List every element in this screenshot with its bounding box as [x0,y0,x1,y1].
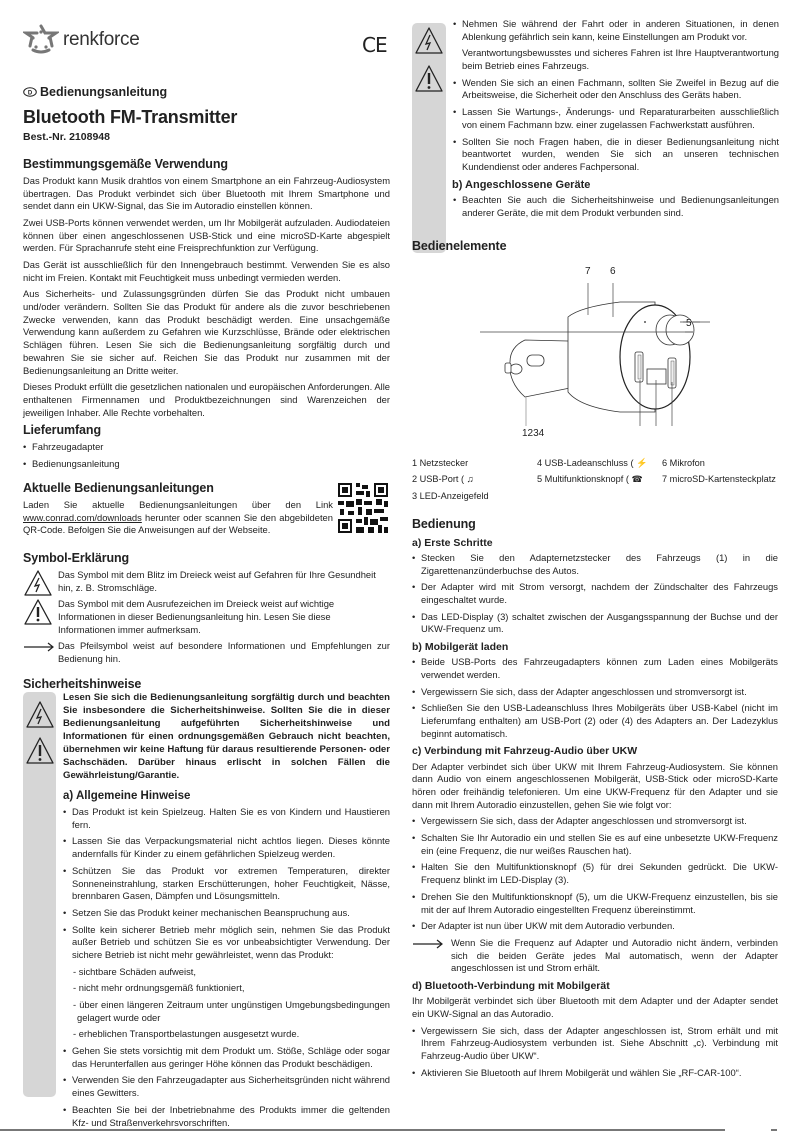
sub-item: - erheblichen Transportbelastungen ausgesetzt wurde. [73,1028,300,1040]
list-item: • Schützen Sie das Produkt vor extremen Temperaturen, direkter Sonneneinstrahlung, starken Erschütterungen, hoher Feuchtigkeit, Nässe, brennbaren Gasen, Dämpfen und Lösungsmitteln. [63,865,390,903]
section-usage [23,156,390,423]
fm-transmitter-diagram [480,262,710,442]
subsection-title: b) Mobilgerät laden [412,641,509,654]
doc-type: D Bedienungsanleitung [23,84,390,101]
list-item: • Schließen Sie den USB-Ladeanschluss Ihres Mobilgeräts über USB-Kabel (nicht im Lieferumfang enthalten) am USB-Port (2) oder (4) des Adapters an. Der Ladezyklus beginnt automatisch. [412,702,778,740]
list-item: • Sollten Sie noch Fragen haben, die in dieser Bedienungsanleitung nicht beantwortet wurden, wenden Sie sich an unseren technischen Kundendienst oder anderes Fachpersonal. [453,136,779,174]
section-scope [23,422,390,474]
list-item: • Wenden Sie sich an einen Fachmann, sollten Sie Zweifel in Bezug auf die Arbeitsweise, die Sicherheit oder den Anschluss des Geräts haben. [453,77,779,102]
list-item: • Der Adapter wird mit Strom versorgt, nachdem der Zündschalter des Fahrzeugs eingeschaltet wurde. [412,581,778,606]
section-title: Bestimmungsgemäße Verwendung [23,157,228,171]
list-item: • Lassen Sie Wartungs-, Änderungs- und Reparaturarbeiten ausschließlich von einem Fachmann bzw. einer zugelassen Fachwerkstatt ausführen. [453,106,779,131]
legend-item: 5 Multifunktionsknopf ( ☎ [537,474,643,485]
paragraph: Ihr Mobilgerät verbindet sich über Bluetooth mit dem Adapter und der Adapter sendet ein UKW-Signal an das Autoradio. [412,995,778,1019]
paragraph: Zwei USB-Ports können verwendet werden, um Ihr Mobilgerät aufzuladen. Audiodateien können über einen angeschlossenen USB-Stick und eine microSD-Karte abgespielt werden. Für Sprachanrufe steht eine Freisprechfunktion zur Verfügung. [23,216,390,254]
lightning-warning-icon [23,569,53,597]
section-title: Lieferumfang [23,423,101,437]
safety-content [63,692,390,1133]
lightning-warning-icon [414,26,444,56]
section-title: Sicherheitshinweise [23,677,142,691]
legend-item: 1 Netzstecker [412,458,469,468]
callout-6: 6 [610,266,616,277]
list-item: • Lassen Sie das Verpackungsmaterial nicht achtlos liegen. Dieses könnte andernfalls für Kinder zu einem gefährlichen Spielzeug werden. [63,835,390,860]
section-title: Symbol-Erklärung [23,551,130,565]
list-item: • Das LED-Display (3) schaltet zwischen der Ausgangsspannung der Buchse und der UKW-Frequenz um. [412,611,778,636]
subsection-title: a) Erste Schritte [412,536,493,549]
safety-sidebar-right [412,23,446,253]
product-title: Bluetooth FM-Transmitter [23,106,238,127]
controls-legend [412,457,778,502]
list-item: • Schalten Sie Ihr Autoradio ein und stellen Sie es auf eine unbesetzte UKW-Frequenz ein (eine Frequenz, die nur weißes Rauschen hat). [412,832,778,857]
safety-continued [453,18,779,224]
paragraph: Der Adapter verbindet sich über UKW mit Ihrem Fahrzeug-Audiosystem. Sie können dann Audio von einem angeschlossenen Mobilgerät, USB-Stick oder microSD-Karte hören oder freihändig telefonieren. Um eine UKW-Frequenz für den Adapter und sie dann mit Ihrem Autoradio einzustellen, gehen Sie wie folgt vor: [412,760,778,810]
exclamation-warning-icon [414,64,444,94]
section-title: Bedienelemente [412,239,507,253]
order-number: Best.-Nr. 2108948 [23,131,110,144]
list-item: • Beachten Sie auch die Sicherheitshinweise und Bedienungsanleitungen anderer Geräte, die mit dem Produkt verbunden sind. [453,194,779,219]
lightning-warning-icon [25,700,55,730]
legend-item: 6 Mikrofon [662,458,705,468]
subsection-title: d) Bluetooth-Verbindung mit Mobilgerät [412,979,610,992]
list-item: • Vergewissern Sie sich, dass der Adapter angeschlossen und stromversorgt ist. [412,815,778,828]
svg-text:D: D [27,90,33,97]
arrow-right-icon [23,642,55,652]
sub-item: - über einen längeren Zeitraum unter ungünstigen Umgebungsbedingungen gelagert wurde oder [73,999,390,1023]
note-row: Wenn Sie die Frequenz auf Adapter und Autoradio nicht ändern, verbinden sich die beiden Geräte jedes Mal automatisch, wenn der Adapter angeschlossen ist und Strom erhält. [412,937,778,975]
exclamation-warning-icon [23,598,53,626]
list-item: • Nehmen Sie während der Fahrt oder in anderen Situationen, in denen Ablenkung gefährlich sein kann, keine Einstellungen am Produkt vor. Verantwortungsbewusstes und sicheres Fahren ist Ihre Hauptverantwortung beim Betrieb eines Fahrzeugs. [453,18,779,73]
section-controls [412,238,778,257]
section-symbols [23,550,390,670]
paragraph: Das Produkt kann Musik drahtlos von einem Smartphone an ein Fahrzeug-Audiosystem übertragen. Das Produkt verbindet sich über Bluetooth mit Ihrem Smartphone und sendet dann ein UKW-Signal, das Sie im Autoradio einstellen können. [23,174,390,212]
paragraph: Laden Sie aktuelle Bedienungsanleitungen über den Link www.conrad.com/downloads herunter oder scannen Sie den abgebildeten QR-Code. Befolgen Sie die Anweisungen auf der Webseite. [23,498,333,536]
list-item: • Fahrzeugadapter [23,441,390,454]
list-item: • Beachten Sie bei der Inbetriebnahme des Produkts immer die geltenden Kfz- und Straßenverkehrsvorschriften. [63,1104,390,1129]
paragraph: Das Gerät ist ausschließlich für den Innengebrauch bestimmt. Verwenden Sie es also nicht im Freien. Kontakt mit Feuchtigkeit muss unbedingt vermieden werden. [23,259,390,283]
section-operation [412,516,778,1083]
symbol-exclamation-row: Das Symbol mit dem Ausrufezeichen im Dreieck weist auf wichtige Informationen in dieser Bedienungsanleitung hin. Lesen Sie diese Informationen immer aufmerksam. [23,598,390,636]
qr-code[interactable] [338,483,388,533]
list-item: • Drehen Sie den Multifunktionsknopf (5), um die UKW-Frequenz einzustellen, bis sie mit der auf Ihrem Autoradio eingestellten Frequenz übereinstimmt. [412,891,778,916]
list-item: • Halten Sie den Multifunktionsknopf (5) für drei Sekunden gedrückt. Die UKW-Frequenz blinkt im LED-Display (3). [412,861,778,886]
list-item: • Sollte kein sicherer Betrieb mehr möglich sein, nehmen Sie das Produkt außer Betrieb und schützen Sie es vor unbeabsichtigter Verwendung. Der sichere Betrieb ist nicht mehr gewährleistet, wenn das Produkt: [63,924,390,962]
list-item: • Vergewissern Sie sich, dass der Adapter angeschlossen ist, Strom erhält und mit Ihrem Fahrzeug-Audiosystem verbunden ist. Siehe Abschnitt „c). Verbindung mit Fahrzeug-Audio über UKW“. [412,1025,778,1063]
list-item: • Der Adapter ist nun über UKW mit dem Autoradio verbunden. [412,920,778,933]
list-item: • Stecken Sie den Adapternetzstecker des Fahrzeugs (1) in die Zigarettenanzünderbuchse des Autos. [412,552,778,577]
subsection-title: b) Angeschlossene Geräte [452,178,591,191]
legend-item: 7 microSD-Kartensteckplatz [662,474,776,485]
legend-item: 4 USB-Ladeanschluss ( ⚡ [537,458,648,468]
section-title: Bedienung [412,517,476,531]
symbol-lightning-row: Das Symbol mit dem Blitz im Dreieck weist auf Gefahren für Ihre Gesundheit hin, z. B. Stromschläge. [23,569,390,594]
list-item: • Setzen Sie das Produkt keiner mechanischen Beanspruchung aus. [63,907,390,920]
ce-mark: CE [362,33,387,57]
callout-5: 5 [686,318,692,329]
brand-logo [23,24,140,56]
subsection-title: a) Allgemeine Hinweise [63,789,191,802]
section-title: Aktuelle Bedienungsanleitungen [23,481,214,495]
list-item: • Verwenden Sie den Fahrzeugadapter aus Sicherheitsgründen nicht während eines Gewitters. [63,1074,390,1099]
exclamation-warning-icon [25,736,55,766]
list-item: • Beide USB-Ports des Fahrzeugadapters können zum Laden eines Mobilgeräts verwendet werden. [412,656,778,681]
renkforce-star-icon [23,24,59,56]
symbol-arrow-row: Das Pfeilsymbol weist auf besondere Informationen und Empfehlungen zur Bedienung hin. [23,640,390,665]
legend-item: 2 USB-Port ( ♫ [412,474,474,485]
callout-1234: 1234 [522,428,545,439]
downloads-link[interactable]: www.conrad.com/downloads [23,511,142,523]
sub-item: - nicht mehr ordnungsgemäß funktioniert, [73,982,245,994]
subsection-title: c) Verbindung mit Fahrzeug-Audio über UKW [412,745,638,758]
paragraph: Aus Sicherheits- und Zulassungsgründen dürfen Sie das Produkt nicht umbauen und/oder verändern. Sollten Sie das Produkt für andere als die zuvor beschriebenen Zwecke verwenden, kann das Produkt beschädigt werden. Eine unsachgemäße Verwendung kann außerdem zu Gefahren wie Kurzschlüsse, Brände oder elektrischen Schlägen führen. Lesen Sie sich die Bedienungsanleitung sorgfältig durch und bewahren Sie sie sicher auf. Reichen Sie das Produkt nur zusammen mit der Bedienungsanleitung an Dritte weiter. [23,288,390,376]
list-item: • Vergewissern Sie sich, dass der Adapter angeschlossen und stromversorgt ist. [412,686,778,699]
paragraph: Dieses Produkt erfüllt die gesetzlichen nationalen und europäischen Anforderungen. Alle enthaltenen Firmennamen und Produktbezeichnungen sind Warenzeichen der jeweiligen Inhaber. Alle Rechte vorbehalten. [23,381,390,418]
legend-item: 3 LED-Anzeigefeld [412,490,489,501]
callout-7: 7 [585,266,591,277]
brand-name: renkforce [63,29,140,51]
safety-intro: Lesen Sie sich die Bedienungsanleitung sorgfältig durch und beachten Sie insbesondere die Sicherheitshinweise. Sollten Sie die in dieser Bedienungsanleitung aufgeführten Sicherheitshinweise und Informationen für einen ordnungsgemäßen Gebrauch nicht beachten, übernehmen wir keine Haftung für daraus resultierende Personen- oder Sachschäden. Darüber hinaus erlischt in solchen Fällen die Gewährleistung/Garantie. [63,692,390,781]
sub-item: - sichtbare Schäden aufweist, [73,965,196,977]
page-corner-mark [771,1129,777,1131]
page-bottom-rule [0,1129,725,1131]
list-item: • Aktivieren Sie Bluetooth auf Ihrem Mobilgerät und wählen Sie „RF-CAR-100“. [412,1067,778,1080]
language-d-icon [23,87,37,97]
arrow-right-icon [412,939,444,949]
section-manuals [23,480,333,541]
list-item: • Bedienungsanleitung [23,458,390,471]
list-item: • Das Produkt ist kein Spielzeug. Halten Sie es von Kindern und Haustieren fern. [63,806,390,831]
list-item: • Gehen Sie stets vorsichtig mit dem Produkt um. Stöße, Schläge oder sogar das Herunterfallen aus geringer Höhe können das Produkt beschädigen. [63,1045,390,1070]
